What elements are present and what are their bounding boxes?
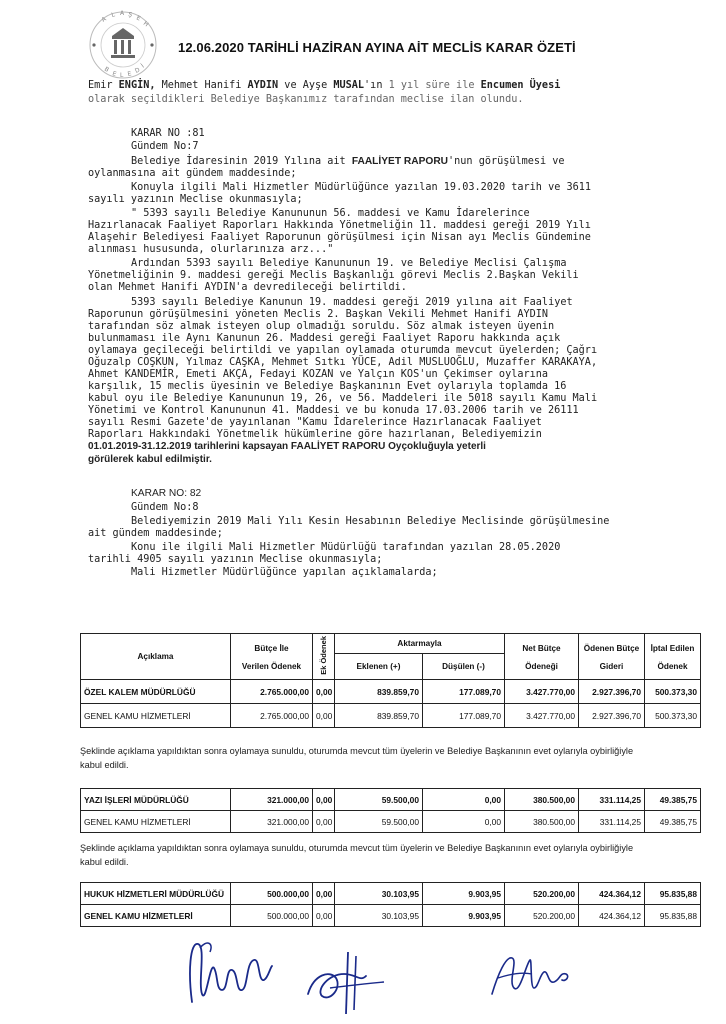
karar-81-gundem: Gündem No:7 (131, 141, 199, 152)
k81-p1: Belediye İdaresinin 2019 Yılına ait FAALİYET RAPORU'nun görüşülmesi ve (131, 156, 565, 167)
k81-p5h: karşılık, 15 meclis üyesinin ve Belediye Başkanının Evet oylarıyla toplamda 16 (88, 381, 567, 392)
k81-p3d: alınması hususunda, olurlarınıza arz..." (88, 244, 334, 255)
header-odenen-2: Gideri (579, 654, 645, 680)
karar-81-number: KARAR NO :81 (131, 128, 205, 139)
table-row: ÖZEL KALEM MÜDÜRLÜĞÜ 2.765.000,00 0,00 839.859,70 177.089,70 3.427.770,00 2.927.396,70 500.373,30 (81, 680, 701, 704)
header-iptal-2: Ödenek (645, 654, 701, 680)
header-iptal-1: İptal Edilen (645, 634, 701, 654)
k81-p3a: " 5393 sayılı Belediye Kanununun 56. maddesi ve Kamu İdarelerince (131, 208, 530, 219)
svg-text:E: E (126, 70, 133, 78)
header-net-2: Ödeneği (505, 654, 579, 680)
k81-p5f: Oğuzalp COŞKUN, Yılmaz CAŞKA, Mehmet Sıtkı YÜCE, Adil MUSLUOĞLU, Muzaffer KARAKAYA, (88, 357, 598, 368)
k81-p5g: Ahmet KANDEMİR, Emeti AKÇA, Fedayi KOZAN ve Yalçın KOS'un Çekimser oylarına (88, 369, 549, 380)
k81-p5a: 5393 sayılı Belediye Kanunun 19. maddesi gereği 2019 yılına ait Faaliyet (131, 297, 573, 308)
k81-p5j: Yönetimi ve Kontrol Kanununun 41. Maddesi ve bu konuda 17.03.2006 tarih ve 26111 (88, 405, 579, 416)
k81-p4c: olan Mehmet Hanifi AYDIN'a devredileceği belirtildi. (88, 282, 407, 293)
municipality-seal-logo (86, 8, 160, 82)
table-row: HUKUK HİZMETLERİ MÜDÜRLÜĞÜ 500.000,00 0,00 30.103,95 9.903,95 520.200,00 424.364,12 95.835,88 (81, 883, 701, 905)
svg-text:L: L (110, 11, 116, 19)
k81-p4a: Ardından 5393 sayılı Belediye Kanununun 19. ve Belediye Meclisi Çalışma (131, 258, 567, 269)
signature-3 (486, 944, 576, 1004)
table-row: GENEL KAMU HİZMETLERİ 2.765.000,00 0,00 839.859,70 177.089,70 3.427.770,00 2.927.396,70 500.373,30 (81, 704, 701, 728)
k81-p5i: kabul oyu ile Belediye Kanununun 19, 26, ve 56. Maddeleri ile 5018 sayılı Kamu Mali (88, 393, 598, 404)
header-butce-1: Bütçe İle (231, 634, 313, 654)
svg-text:A: A (120, 10, 125, 17)
k81-p1d: oylanmasına ait gündem maddesinde; (88, 168, 297, 179)
k81-p5l: Raporları Hakkındaki Yönetmelik hükümlerine göre hazırlanan, Belediyemizin (88, 429, 542, 440)
k81-p3b: Hazırlanacak Faaliyet Raporları Hakkında Yönetmeliğin 11. maddesi gereği 2019 Yılı (88, 220, 591, 231)
karar-82-number: KARAR NO: 82 (131, 488, 202, 499)
budget-table-3 (80, 882, 701, 927)
k81-p5k: sayılı Resmi Gazete'de yayınlanan "Kamu İdarelerince Hazırlanacak Faaliyet (88, 417, 542, 428)
svg-text:L: L (120, 72, 124, 79)
budget-table-2 (80, 788, 701, 833)
page-title: 12.06.2020 TARİHLİ HAZİRAN AYINA AİT MECLİS KARAR ÖZETİ (178, 40, 576, 55)
k81-p2a: Konuyla ilgili Mali Hizmetler Müdürlüğünce yazılan 19.03.2020 tarih ve 3611 (131, 182, 592, 193)
k82-p1b: ait gündem maddesinde; (88, 528, 223, 539)
intro-line-1: Emir ENGİN, Mehmet Hanifi AYDIN ve Ayşe MUSAL'ın 1 yıl süre ile Encumen Üyesi (88, 80, 561, 91)
header-net-1: Net Bütçe (505, 634, 579, 654)
intro-line-2: olarak seçildikleri Belediye Başkanımız tarafından meclise ilan olundu. (88, 94, 524, 105)
table-2-note-line-1: Şeklinde açıklama yapıldıktan sonra oylamaya sunuldu, oturumda mevcut tüm üyelerin ve Belediye Başkanının evet oylarıyla oybirliğiyle (80, 843, 634, 853)
table-row: YAZI İŞLERİ MÜDÜRLÜĞÜ 321.000,00 0,00 59.500,00 0,00 380.500,00 331.114,25 49.385,75 (81, 789, 701, 811)
header-dusulen: Düşülen (-) (423, 654, 505, 680)
svg-text:H: H (141, 20, 150, 29)
k81-p5d: bulunmaması ile Aynı Kanunun 26. Maddesi gereği Faaliyet Raporu hakkında açık (88, 333, 561, 344)
svg-text:D: D (133, 66, 142, 75)
k81-p5n: görülerek kabul edilmiştir. (88, 454, 212, 465)
signature-2 (300, 944, 390, 1020)
k82-p3: Mali Hizmetler Müdürlüğünce yapılan açıklamalarda; (131, 567, 438, 578)
svg-text:B: B (103, 65, 111, 74)
table-row: GENEL KAMU HİZMETLERİ 500.000,00 0,00 30.103,95 9.903,95 520.200,00 424.364,12 95.835,88 (81, 905, 701, 927)
header-aktarmayla: Aktarmayla (335, 634, 505, 654)
svg-text:E: E (135, 14, 142, 23)
header-butce-2: Verilen Ödenek (231, 654, 313, 680)
svg-text:İ: İ (140, 62, 146, 70)
table-1-note-line-1: Şeklinde açıklama yapıldıktan sonra oylamaya sunuldu, oturumda mevcut tüm üyelerin ve Belediye Başkanının evet oylarıyla oybirliğiyle (80, 746, 634, 756)
header-odenen-1: Ödenen Bütçe (579, 634, 645, 654)
k82-p2a: Konu ile ilgili Mali Hizmetler Müdürlüğü tarafından yazılan 28.05.2020 (131, 542, 561, 553)
k81-p5c: tarafından söz almak isteyen olup olmadığı soruldu. Söz almak isteyen üyenin (88, 321, 555, 332)
k81-p3c: Alaşehir Belediyesi Faaliyet Raporunun görüşülmesi için Nisan ayı Meclis Gündemine (88, 232, 591, 243)
k82-p2b: tarihli 4905 sayılı yazının Meclise okunmasıyla; (88, 554, 383, 565)
k81-p5e: oylamaya geçileceği belirtildi ve yapılan oylamada oturumda mevcut üyelerden; Çağrı (88, 345, 598, 356)
table-2-note-line-2: kabul edildi. (80, 857, 129, 867)
svg-text:Ş: Ş (127, 11, 133, 19)
table-row: GENEL KAMU HİZMETLERİ 321.000,00 0,00 59.500,00 0,00 380.500,00 331.114,25 49.385,75 (81, 811, 701, 833)
header-ek-odenek: Ek Ödenek (313, 634, 335, 680)
karar-82-gundem: Gündem No:8 (131, 502, 199, 513)
k81-p5m: 01.01.2019-31.12.2019 tarihlerini kapsayan FAALİYET RAPORU Oyçokluğuyla yeterli (88, 441, 486, 452)
svg-text:A: A (100, 15, 108, 24)
k81-p4b: Yönetmeliğinin 9. maddesi gereği Meclis Başkanlığı görevi Meclis 2.Başkan Vekili (88, 270, 579, 281)
k81-p5b: Raporunun görüşülmesini yöneten Meclis 2. Başkan Vekili Mehmet Hanifi AYDIN (88, 309, 549, 320)
table-1-note-line-2: kabul edildi. (80, 760, 129, 770)
budget-table-1 (80, 633, 701, 728)
svg-text:E: E (111, 70, 118, 79)
header-eklenen: Eklenen (+) (335, 654, 423, 680)
k81-p2b: sayılı yazının Meclise okunmasıyla; (88, 194, 303, 205)
k82-p1a: Belediyemizin 2019 Mali Yılı Kesin Hesabının Belediye Meclisinde görüşülmesine (131, 516, 610, 527)
header-aciklama: Açıklama (81, 634, 231, 680)
signature-1 (180, 932, 280, 1012)
